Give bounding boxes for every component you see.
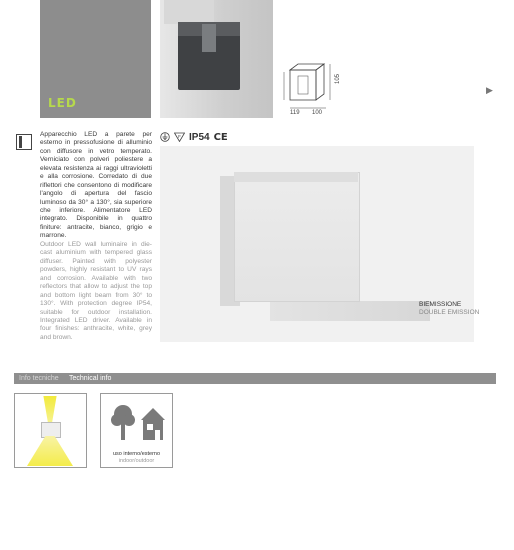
dimension-width-b: 100: [312, 110, 323, 116]
emission-label-italian: BIEMISSIONE: [419, 301, 462, 308]
emission-label-english: DOUBLE EMISSION: [419, 309, 480, 316]
info-label-english: Technical info: [69, 375, 112, 382]
use-label-italian: uso interno/esterno: [112, 451, 161, 457]
product-photo-top: [160, 0, 273, 118]
technical-drawing: [276, 60, 346, 120]
upward-beam-icon: [39, 396, 61, 422]
led-logo: LED: [48, 96, 77, 110]
indoor-outdoor-box: [100, 393, 173, 468]
ip-rating: IP54: [189, 131, 210, 143]
description-italian: Apparecchio LED a parete per esterno in pressofusione di alluminio con diffusore in vetro temperato. Verniciato con polveri poliestere a elevata resistenza ai raggi ultravioletti e alla corrosione. Corredato di due riflettori che consentono di modificare l'angolo di apertura del fascio luminoso da 30° a 130°, sia superiore che inferiore. Alimentatore LED integrato. Disponibile in quattro finiture: antracite, bianco, grigio e marrone.: [40, 131, 152, 240]
ground-symbol-icon: [160, 132, 170, 142]
svg-text:F: F: [178, 134, 181, 139]
lamp-body-large: [234, 172, 360, 302]
led-panel: [40, 0, 151, 118]
lamp-shadow: [270, 301, 430, 321]
info-bar: [14, 373, 496, 384]
info-label-italian: Info tecniche: [19, 375, 59, 382]
dimension-height: 105: [335, 73, 342, 85]
wall-shadow: [164, 0, 214, 24]
f-mark-icon: [174, 132, 185, 142]
certification-row: [160, 131, 228, 143]
description-english: Outdoor LED wall luminaire in die-cast aluminium with tempered glass diffuser. Painted with polyester powders, highly resistant to UV rays and corrosion. Available with two reflectors that allow to adjust the top and bottom light beam from 30° to 130°. With protection degree IP54, suitable for outdoor installation. Integrated LED driver. Available in four finishes: anthracite, white, grey and brown.: [40, 241, 152, 341]
double-emission-box: [14, 393, 87, 468]
lamp-icon: [41, 422, 61, 438]
badge-bar: [19, 136, 22, 148]
downward-beam-icon: [27, 436, 73, 466]
cursor-arrow-icon: ▶: [486, 85, 493, 95]
ce-mark: CE: [213, 131, 228, 143]
page-badge: [16, 134, 32, 150]
lamp-top-edge: [234, 172, 358, 182]
dimension-width-a: 119: [290, 110, 300, 116]
tree-house-icon: [109, 402, 167, 442]
use-label-english: indoor/outdoor: [118, 458, 155, 464]
lamp-light-slot: [202, 24, 216, 52]
